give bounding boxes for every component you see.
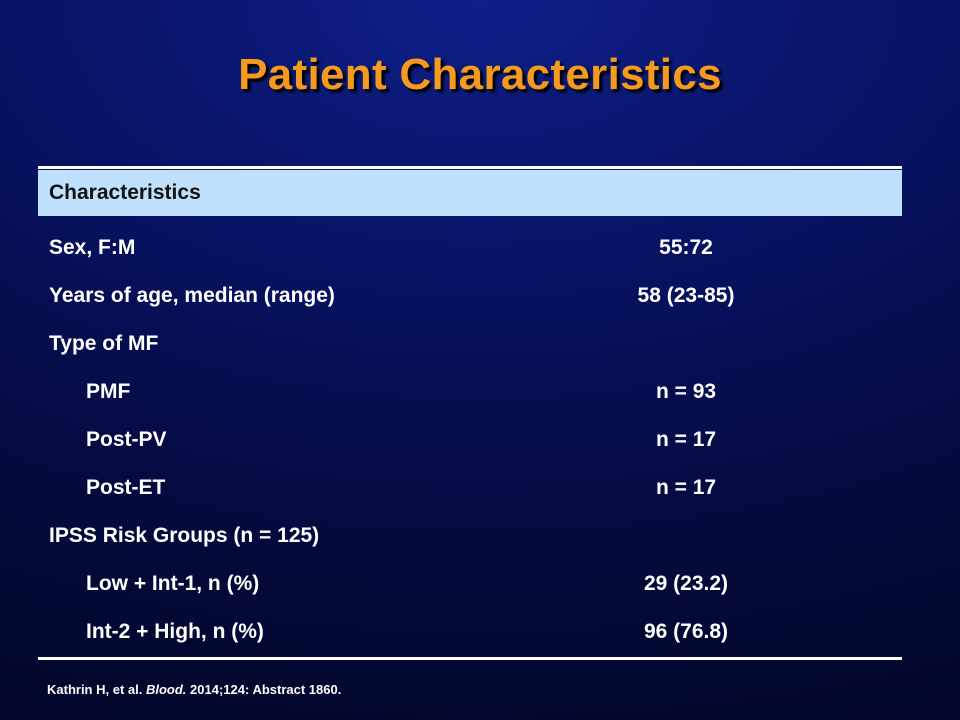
table-row [38, 224, 902, 272]
row-value: n = 17 [655, 428, 717, 451]
table-header: Characteristics [38, 170, 902, 216]
table-row [38, 560, 902, 608]
row-label: Post-PV [86, 428, 167, 451]
table-top-rule [38, 166, 902, 169]
row-label: IPSS Risk Groups (n = 125) [49, 524, 320, 547]
citation-authors: Kathrin H, et al. [47, 682, 143, 697]
row-label: Post-ET [86, 476, 166, 499]
row-label: Years of age, median (range) [49, 284, 335, 307]
table-row [38, 416, 902, 464]
table-row [38, 512, 902, 560]
row-label: Sex, F:M [49, 236, 136, 259]
citation [47, 682, 341, 697]
row-value: 55:72 [659, 236, 713, 259]
row-label: Low + Int-1, n (%) [86, 572, 260, 595]
table-row [38, 320, 902, 368]
row-value: 58 (23-85) [637, 284, 735, 307]
table-row [38, 368, 902, 416]
table-row [38, 608, 902, 656]
row-label: Int-2 + High, n (%) [86, 620, 264, 643]
row-value: 29 (23.2) [643, 572, 729, 595]
row-value: n = 17 [655, 476, 717, 499]
table-row [38, 464, 902, 512]
characteristics-table [38, 166, 902, 660]
row-value: 96 (76.8) [643, 620, 729, 643]
row-value: n = 93 [655, 380, 717, 403]
row-label: PMF [86, 380, 131, 403]
slide-title: Patient Characteristics [238, 50, 722, 99]
citation-details: 2014;124: Abstract 1860. [190, 682, 342, 697]
row-label: Type of MF [49, 332, 159, 355]
table-body [38, 215, 902, 656]
table-bottom-rule [38, 657, 902, 660]
citation-journal: Blood. [145, 682, 187, 697]
table-row [38, 272, 902, 320]
